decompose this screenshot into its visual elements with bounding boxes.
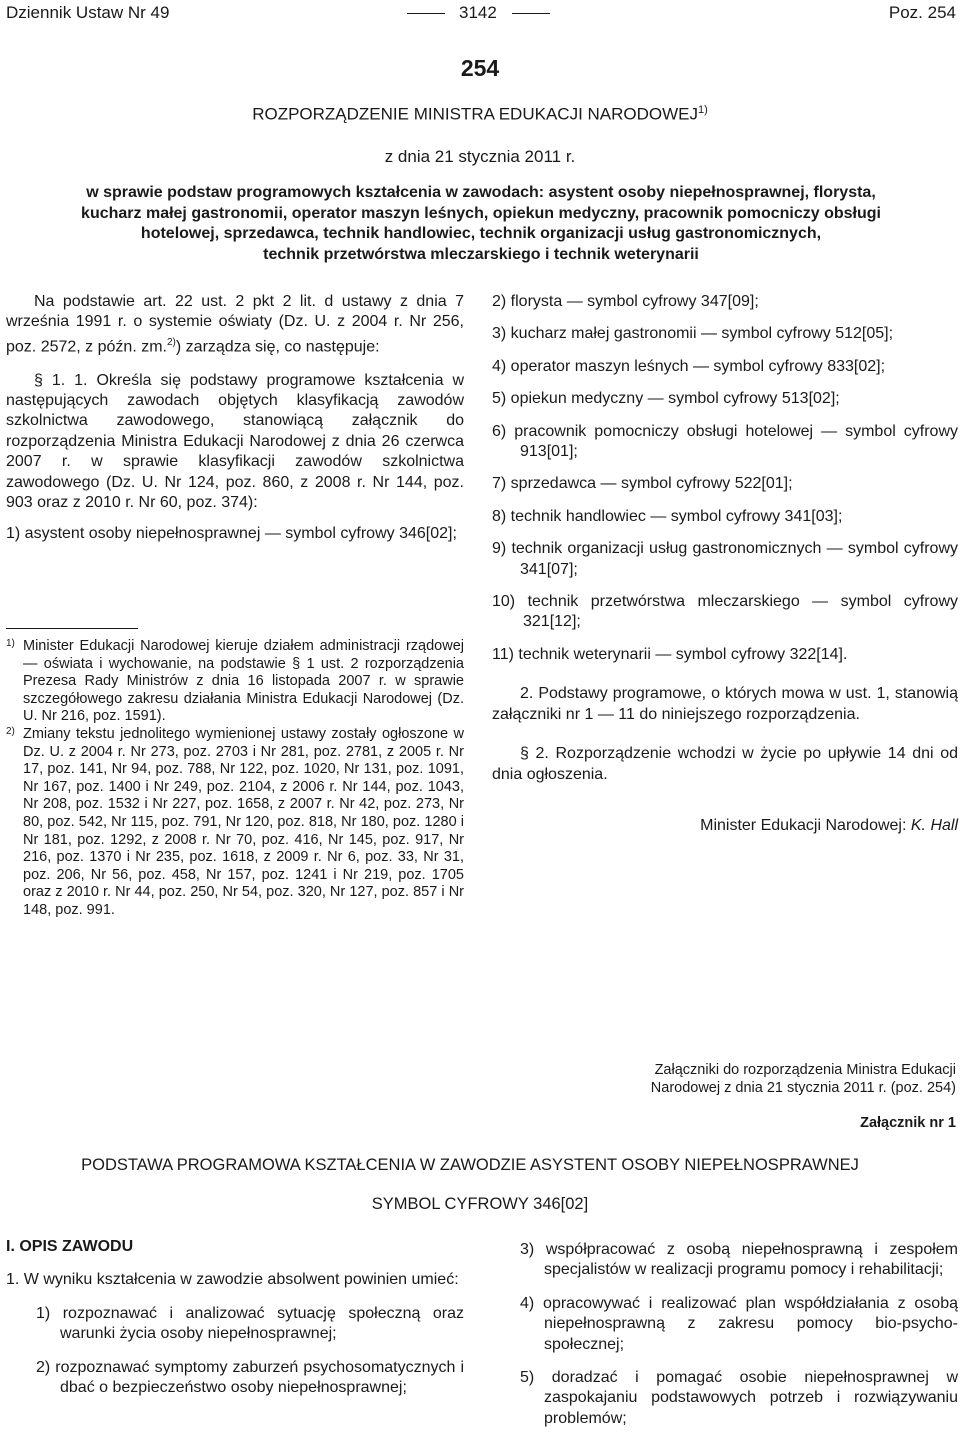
- right-column: [492, 292, 958, 836]
- signature: [492, 816, 958, 836]
- footnote-1-mark: 1): [6, 638, 15, 649]
- paragraph-2: § 2. Rozporządzenie wchodzi w życie po upływie 14 dni od dnia ogłoszenia.: [492, 745, 958, 783]
- skill-item: 3) współpracować z osobą niepełnosprawną i zespołem specjalistów w realizacji programu pomocy i rehabilitacji;: [520, 1241, 958, 1279]
- signature-role: Minister Edukacji Narodowej:: [700, 816, 907, 834]
- list-item: 2) florysta — symbol cyfrowy 347[09];: [492, 293, 759, 310]
- list-item: 1) asystent osoby niepełnosprawnej — symbol cyfrowy 346[02];: [6, 525, 457, 543]
- list-item: 5) opiekun medyczny — symbol cyfrowy 513[02];: [492, 390, 840, 408]
- act-title-text: ROZPORZĄDZENIE MINISTRA EDUKACJI NARODOWEJ: [252, 104, 699, 124]
- footnote-1: [6, 638, 464, 726]
- footnotes: [6, 638, 464, 920]
- list-item: 9) technik organizacji usług gastronomicznych — symbol cyfrowy 341[07];: [492, 540, 958, 578]
- footnote-divider: [6, 628, 138, 629]
- preamble-text: Na podstawie art. 22 ust. 2 pkt 2 lit. d ustawy z dnia 7 września 1991 r. o systemie oświaty (Dz. U. z 2004 r. Nr 256, poz. 2572, z późn. zm.: [6, 293, 464, 356]
- act-subject-line: hotelowej, sprzedawca, technik handlowiec, technik organizacji usług gastronomicznych,: [140, 225, 822, 242]
- act-subject: [36, 183, 926, 265]
- annex-title: PODSTAWA PROGRAMOWA KSZTAŁCENIA W ZAWODZIE ASYSTENT OSOBY NIEPEŁNOSPRAWNEJ: [81, 1156, 859, 1174]
- act-subject-line: w sprawie podstaw programowych kształcenia w zawodach: asystent osoby niepełnosprawnej, florysta,: [86, 184, 876, 201]
- footnote-1-text: Minister Edukacji Narodowej kieruje działem administracji rządowej — oświata i wychowanie, na podstawie § 1 ust. 2 rozporządzenia Prezesa Rady Ministrów z dnia 16 listopada 2007 r. w sprawie szczegółowego zakresu działania Ministra Edukacji Narodowej (Dz. U. Nr 216, poz. 1591).: [23, 638, 464, 725]
- page-number: 3142: [459, 3, 497, 22]
- act-title: [0, 99, 960, 126]
- footnote-2: [6, 726, 464, 920]
- annex-left-column: [6, 1237, 464, 1398]
- annex-note: [556, 1061, 956, 1097]
- list-item: 4) operator maszyn leśnych — symbol cyfrowy 833[02];: [492, 357, 886, 375]
- act-subject-line: technik przetwórstwa mleczarskiego i technik weterynarii: [263, 245, 699, 263]
- paragraph-1-section-2: 2. Podstawy programowe, o których mowa w ust. 1, stanowią załączniki nr 1 — 11 do niniejszego rozporządzenia.: [492, 685, 958, 723]
- list-item: 6) pracownik pomocniczy obsługi hotelowej — symbol cyfrowy 913[01];: [492, 422, 958, 461]
- header-dash-left: [407, 13, 445, 14]
- position-number: Poz. 254: [888, 3, 956, 22]
- signature-name: K. Hall: [910, 816, 958, 834]
- footnote-ref-1: 1): [698, 104, 708, 116]
- act-subject-line: kucharz małej gastronomii, operator maszyn leśnych, opiekun medyczny, pracownik pomocniczy obsługi: [81, 204, 881, 222]
- footnote-ref-2: 2): [166, 336, 176, 348]
- skill-item: 1) rozpoznawać i analizować sytuację społeczną oraz warunki życia osoby niepełnosprawnej;: [36, 1304, 464, 1343]
- skill-item: 4) opracowywać i realizować plan współdziałania z osobą niepełnosprawną z zakresu pomocy bio-psycho-społecznej;: [520, 1294, 958, 1353]
- header-dash-right: [512, 13, 550, 14]
- section-heading: I. OPIS ZAWODU: [6, 1238, 134, 1255]
- annex-number: Załącznik nr 1: [860, 1115, 956, 1131]
- preamble-end: ) zarządza się, co następuje:: [175, 338, 380, 356]
- annex-note-line: Narodowej z dnia 21 stycznia 2011 r. (poz. 254): [650, 1080, 956, 1096]
- annex-right-column: [520, 1240, 958, 1429]
- act-date: z dnia 21 stycznia 2011 r.: [384, 147, 576, 166]
- skill-item: 5) doradzać i pomagać osobie niepełnosprawnej w zaspokajaniu podstawowych potrzeb i rozwiązywaniu problemów;: [520, 1369, 958, 1427]
- left-column: [6, 292, 464, 545]
- skill-item: 2) rozpoznawać symptomy zaburzeń psychosomatycznych i dbać o bezpieczeństwo osoby niepełnosprawnej;: [36, 1358, 464, 1397]
- footnote-2-mark: 2): [6, 725, 15, 737]
- annex-intro: 1. W wyniku kształcenia w zawodzie absolwent powinien umieć:: [6, 1271, 459, 1289]
- list-item: 10) technik przetwórstwa mleczarskiego — symbol cyfrowy 321[12];: [492, 593, 958, 631]
- annex-symbol: SYMBOL CYFROWY 346[02]: [371, 1195, 589, 1213]
- paragraph-1: § 1. 1. Określa się podstawy programowe kształcenia w następujących zawodach objętych klasyfikacją zawodów szkolnictwa zawodowego, stanowiącą załącznik do rozporządzenia Ministra Edukacji Narodowej z dnia 26 czerwca 2007 r. w sprawie klasyfikacji zawodów szkolnictwa zawodowego (Dz. U. Nr 124, poz. 860, z 2008 r. Nr 144, poz. 903 oraz z 2010 r. Nr 60, poz. 374):: [6, 371, 464, 511]
- list-item: 3) kucharz małej gastronomii — symbol cyfrowy 512[05];: [492, 325, 894, 343]
- list-item: 11) technik weterynarii — symbol cyfrowy 322[14].: [492, 645, 848, 663]
- act-number: 254: [460, 55, 500, 81]
- preamble: [6, 292, 464, 358]
- annex-note-line: Załączniki do rozporządzenia Ministra Edukacji: [654, 1062, 956, 1078]
- list-item: 8) technik handlowiec — symbol cyfrowy 341[03];: [492, 507, 843, 525]
- list-item: 7) sprzedawca — symbol cyfrowy 522[01];: [492, 475, 793, 493]
- footnote-2-text: Zmiany tekstu jednolitego wymienionej ustawy zostały ogłoszone w Dz. U. z 2004 r. Nr 273, poz. 2703 i Nr 281, poz. 2781, z 2005 r. Nr 17, poz. 141, Nr 94, poz. 788, Nr 122, poz. 1020, Nr 131, poz. 1091, Nr 167, poz. 1400 i Nr 249, poz. 2104, z 2006 r. Nr 144, poz. 1043, Nr 208, poz. 1532 i Nr 227, poz. 1658, z 2007 r. Nr 42, poz. 273, Nr 80, poz. 542, Nr 115, poz. 791, Nr 120, poz. 818, Nr 180, poz. 1280 i Nr 181, poz. 1292, z 2008 r. Nr 70, poz. 416, Nr 145, poz. 917, Nr 216, poz. 1370 i Nr 235, poz. 1618, z 2009 r. Nr 6, poz. 33, Nr 31, poz. 206, Nr 56, poz. 458, Nr 157, poz. 1241 i Nr 219, poz. 1705 oraz z 2010 r. Nr 44, poz. 250, Nr 54, poz. 320, Nr 127, poz. 857 i Nr 148, poz. 991.: [23, 725, 464, 918]
- journal-name: Dziennik Ustaw Nr 49: [6, 3, 170, 22]
